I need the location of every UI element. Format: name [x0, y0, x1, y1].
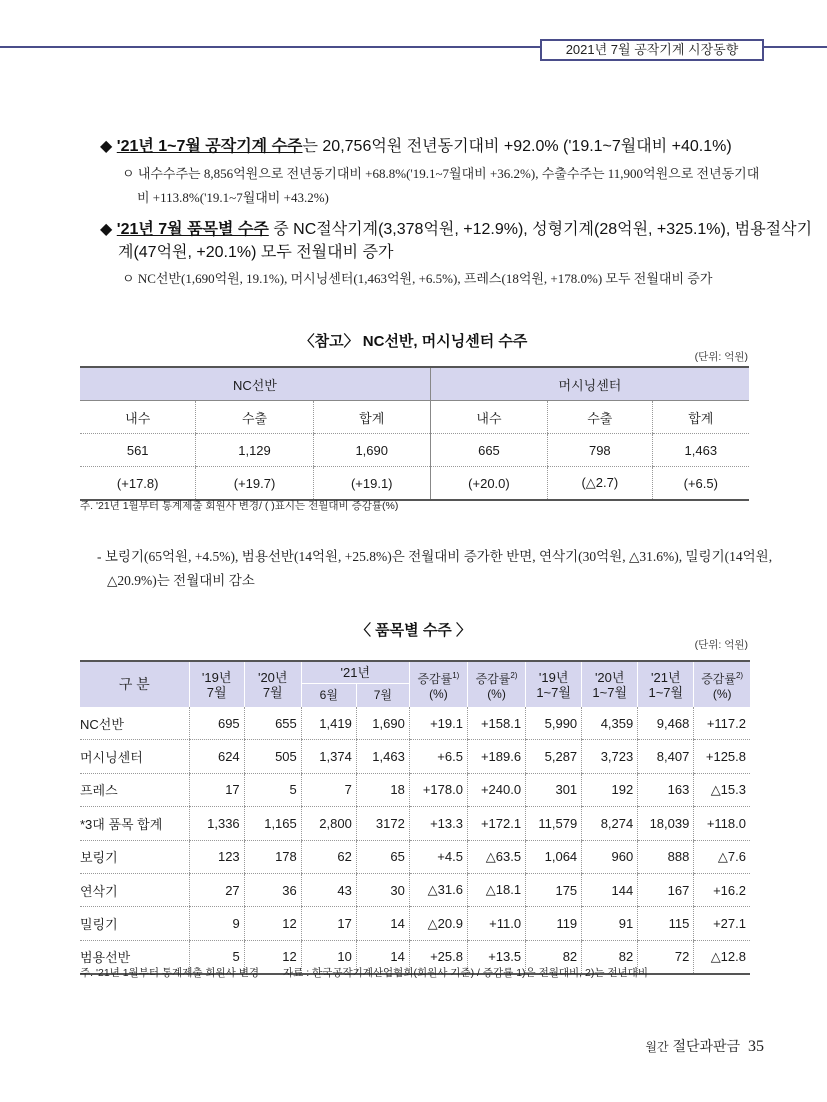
- table-cell: 43: [301, 873, 356, 906]
- table-cell: +25.8: [409, 940, 467, 974]
- table1-unit: (단위: 억원): [694, 351, 748, 363]
- table-cell: 1,165: [244, 807, 301, 840]
- table-cell: 9: [189, 907, 244, 940]
- col-header-change-1: 증감률$^{1)}$ (%): [409, 661, 467, 707]
- table-cell: 36: [244, 873, 301, 906]
- table-cell: 7: [301, 773, 356, 806]
- bullet-2-sub-text: NC선반(1,690억원, 19.1%), 머시닝센터(1,463억원, +6.5%), 프레스(18억원, +178.0%) 모두 전월대비 증가: [137, 271, 713, 286]
- magazine-label-small: 월간: [645, 1040, 669, 1054]
- table-cell: 167: [638, 873, 694, 906]
- table2-source: 자료 : 한국공작기계산업협회(회원사 기준) / 증감률 1)은 전월대비, 2)는 전년대비: [283, 967, 648, 979]
- table1-caption: 〈참고〉 NC선반, 머시닝센터 수주: [299, 333, 528, 350]
- circle-bullet-icon: ㅇ: [122, 166, 135, 181]
- table-row: [80, 773, 750, 806]
- bullet-2-highlight: '21년 7월 품목별 수주: [116, 221, 269, 238]
- bullet-2-text: 중 NC절삭기계(3,378억원, +12.9%), 성형기계(28억원, +325.1%), 범용절삭기: [268, 221, 813, 238]
- group-header: 머시닝센터: [430, 367, 749, 401]
- table-cell: 2,800: [301, 807, 356, 840]
- group-header: NC선반: [80, 367, 430, 401]
- bullet-1: [100, 133, 732, 156]
- bullet-1-sub-text: 내수수주는 8,856억원으로 전년동기대비 +68.8%('19.1~7월대비 +36.2%), 수출수주는 11,900억원으로 전년동기대: [137, 166, 760, 181]
- table-cell: +189.6: [467, 740, 525, 773]
- table-cell: (+20.0): [430, 467, 547, 501]
- table-row: [80, 873, 750, 906]
- col-header: 내수: [430, 401, 547, 434]
- table-cell: +6.5: [409, 740, 467, 773]
- table-cell: +27.1: [694, 907, 750, 940]
- table-cell: 10: [301, 940, 356, 974]
- col-header-21-jun: 6월: [301, 683, 356, 707]
- col-header-20-jul: '20년 7월: [244, 661, 301, 707]
- table-cell: △31.6: [409, 873, 467, 906]
- table-cell: 115: [638, 907, 694, 940]
- table-cell: 1,129: [196, 434, 313, 467]
- bullet-2-sub: [122, 268, 712, 287]
- table-cell: △12.8: [694, 940, 750, 974]
- row-label: NC선반: [80, 707, 189, 740]
- table-cell: 301: [526, 773, 582, 806]
- table-cell: 14: [356, 940, 409, 974]
- table2-note: 주. '21년 1월부터 통계제출 회원사 변경: [80, 967, 260, 979]
- table-cell: +19.1: [409, 707, 467, 740]
- table-cell: 5,287: [526, 740, 582, 773]
- table-cell: 30: [356, 873, 409, 906]
- header-title: 2021년 7월 공작기계 시장동향: [540, 39, 764, 61]
- table-cell: 178: [244, 840, 301, 873]
- table-cell: △15.3: [694, 773, 750, 806]
- table-cell: 1,336: [189, 807, 244, 840]
- table-cell: 1,419: [301, 707, 356, 740]
- dash-line-1: - 보링기(65억원, +4.5%), 범용선반(14억원, +25.8%)은 전월대비 증가한 반면, 연삭기(30억원, △31.6%), 밀링기(14억원,: [97, 549, 773, 564]
- row-label: 프레스: [80, 773, 189, 806]
- table-cell: 91: [582, 907, 638, 940]
- table-cell: 72: [638, 940, 694, 974]
- page-number: 35: [748, 1038, 764, 1055]
- table-cell: 192: [582, 773, 638, 806]
- row-label: 머시닝센터: [80, 740, 189, 773]
- table-cell: △7.6: [694, 840, 750, 873]
- table-row: [80, 707, 750, 740]
- circle-bullet-icon: ㅇ: [122, 271, 135, 286]
- col-header: 합계: [313, 401, 430, 434]
- col-header-change-2: 증감률$^{2)}$ (%): [467, 661, 525, 707]
- table-cell: 888: [638, 840, 694, 873]
- table-cell: +172.1: [467, 807, 525, 840]
- page-footer: [645, 1036, 764, 1056]
- table-cell: 5: [189, 940, 244, 974]
- bullet-2-text-2: 계(47억원, +20.1%) 모두 전월대비 증가: [118, 244, 394, 261]
- table-cell: 505: [244, 740, 301, 773]
- table-cell: 11,579: [526, 807, 582, 840]
- row-label: 연삭기: [80, 873, 189, 906]
- col-header: 내수: [80, 401, 196, 434]
- table-cell: 5: [244, 773, 301, 806]
- bullet-2: [100, 216, 812, 239]
- table2-caption: 〈 품목별 수주 〉: [356, 622, 471, 639]
- magazine-name: 절단과판금: [672, 1038, 741, 1054]
- col-header-21-cum: '21년 1~7월: [638, 661, 694, 707]
- bullet-1-sub-line-1: [122, 163, 759, 182]
- table-cell: +13.5: [467, 940, 525, 974]
- table-cell: (△2.7): [548, 467, 653, 501]
- diamond-bullet-icon: ◆: [100, 138, 113, 155]
- table-cell: 12: [244, 907, 301, 940]
- table-cell: 17: [189, 773, 244, 806]
- table-cell: 695: [189, 707, 244, 740]
- col-header: 수출: [196, 401, 313, 434]
- table-cell: 5,990: [526, 707, 582, 740]
- col-header-change-3: 증감률$^{2)}$ (%): [694, 661, 750, 707]
- table-cell: 27: [189, 873, 244, 906]
- table-cell: 17: [301, 907, 356, 940]
- bullet-1-highlight: '21년 1~7월 공작기계 수주: [116, 138, 303, 155]
- nc-lathe-machining-center-table: [80, 366, 749, 501]
- table-cell: 65: [356, 840, 409, 873]
- table-cell: +13.3: [409, 807, 467, 840]
- table-row: [80, 807, 750, 840]
- table-cell: 3,723: [582, 740, 638, 773]
- table-cell: 960: [582, 840, 638, 873]
- table-row: [80, 840, 750, 873]
- table-row: [80, 740, 750, 773]
- table-cell: (+17.8): [116, 475, 159, 491]
- table-cell: △18.1: [467, 873, 525, 906]
- col-header-category: 구 분: [80, 661, 189, 707]
- col-header-19-jul: '19년 7월: [189, 661, 244, 707]
- table-cell: +178.0: [409, 773, 467, 806]
- table-cell: 62: [301, 840, 356, 873]
- table-cell: 82: [526, 940, 582, 974]
- table-cell: 624: [189, 740, 244, 773]
- col-header: 합계: [652, 401, 749, 434]
- table-cell: 798: [548, 434, 653, 467]
- table-cell: 1,463: [652, 434, 749, 467]
- dash-line-2: △20.9%)는 전월대비 감소: [107, 573, 255, 588]
- table-cell: +16.2: [694, 873, 750, 906]
- row-label: 범용선반: [80, 950, 131, 966]
- table-cell: 4,359: [582, 707, 638, 740]
- table-cell: 561: [80, 434, 196, 467]
- table-cell: +240.0: [467, 773, 525, 806]
- table-cell: △20.9: [409, 907, 467, 940]
- table-cell: +158.1: [467, 707, 525, 740]
- row-label: 보링기: [80, 840, 189, 873]
- table-cell: +117.2: [694, 707, 750, 740]
- table-cell: 655: [244, 707, 301, 740]
- item-orders-table: [80, 660, 750, 975]
- table-cell: +11.0: [467, 907, 525, 940]
- diamond-bullet-icon: ◆: [100, 221, 113, 238]
- col-header: 수출: [548, 401, 653, 434]
- bullet-2-line-2: [118, 239, 393, 262]
- table2-unit: (단위: 억원): [694, 639, 748, 651]
- table-cell: +118.0: [694, 807, 750, 840]
- table-row: [80, 907, 750, 940]
- table-cell: (+6.5): [652, 467, 749, 501]
- table-cell: △63.5: [467, 840, 525, 873]
- table-row: [80, 467, 749, 501]
- col-header-21-jul: 7월: [356, 683, 409, 707]
- bullet-1-text: 는 20,756억원 전년동기대비 +92.0% ('19.1~7월대비 +40.1%): [302, 138, 732, 155]
- row-label: 밀링기: [80, 907, 189, 940]
- col-header-21: '21년: [301, 661, 409, 683]
- col-header-20-cum: '20년 1~7월: [582, 661, 638, 707]
- table-cell: 163: [638, 773, 694, 806]
- row-label: *3대 품목 합계: [80, 807, 189, 840]
- table-cell: 82: [582, 940, 638, 974]
- table-cell: (+19.1): [313, 467, 430, 501]
- table-cell: 1,690: [313, 434, 430, 467]
- table-cell: +125.8: [694, 740, 750, 773]
- table-cell: 18,039: [638, 807, 694, 840]
- table-cell: 3172: [356, 807, 409, 840]
- bullet-1-sub-line-2: 비 +113.8%('19.1~7월대비 +43.2%): [137, 190, 329, 205]
- table-cell: 18: [356, 773, 409, 806]
- table-cell: 1,690: [356, 707, 409, 740]
- table1-note: 주. '21년 1월부터 통계제출 회원사 변경/ ( )표시는 전월대비 증감률(%): [80, 500, 399, 512]
- col-header-19-cum: '19년 1~7월: [526, 661, 582, 707]
- table-cell: 1,463: [356, 740, 409, 773]
- table-cell: 119: [526, 907, 582, 940]
- table-cell: 1,374: [301, 740, 356, 773]
- table-cell: +4.5: [409, 840, 467, 873]
- table-cell: 175: [526, 873, 582, 906]
- table-cell: (+19.7): [196, 467, 313, 501]
- table-cell: 12: [244, 940, 301, 974]
- table-cell: 123: [189, 840, 244, 873]
- table-cell: 8,407: [638, 740, 694, 773]
- table-cell: 144: [582, 873, 638, 906]
- table-cell: 8,274: [582, 807, 638, 840]
- table-cell: 665: [430, 434, 547, 467]
- table-cell: 9,468: [638, 707, 694, 740]
- table-row: [80, 434, 749, 467]
- table-cell: 14: [356, 907, 409, 940]
- table-cell: 1,064: [526, 840, 582, 873]
